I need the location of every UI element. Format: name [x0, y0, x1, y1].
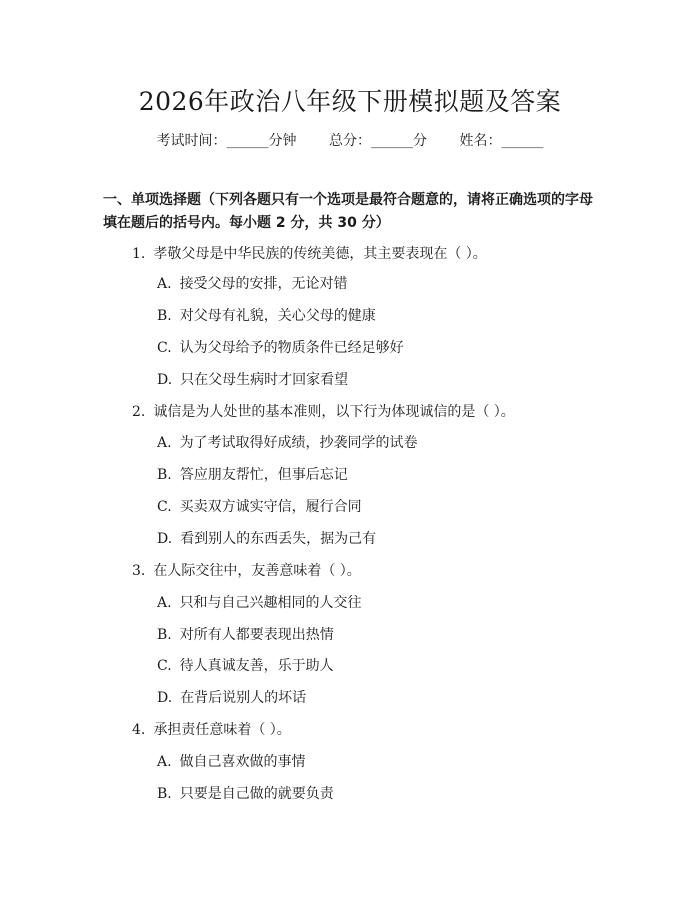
option-text: 答应朋友帮忙，但事后忘记 [179, 467, 348, 483]
option-4b [157, 784, 334, 804]
option-3a [157, 593, 362, 613]
question-text: 在人际交往中，友善意味着（ ）。 [153, 563, 361, 579]
option-1a [157, 274, 348, 294]
student-name-field: 姓名：______ [459, 133, 544, 149]
exam-info-line [0, 131, 700, 151]
option-key: B. [157, 308, 172, 324]
option-key: C. [157, 499, 172, 515]
option-1b [157, 306, 376, 326]
page-title: 2026年政治八年级下册模拟题及答案 [138, 87, 562, 116]
question-3 [132, 561, 361, 581]
option-text: 只要是自己做的就要负责 [179, 786, 334, 802]
option-key: A. [157, 595, 172, 611]
question-number: 1. [132, 246, 146, 262]
question-4 [132, 720, 291, 740]
question-number: 2. [132, 404, 146, 420]
option-key: B. [157, 627, 172, 643]
option-2d [157, 529, 376, 549]
option-1c [157, 338, 404, 358]
option-text: 为了考试取得好成绩，抄袭同学的试卷 [179, 435, 418, 451]
option-text: 买卖双方诚实守信，履行合同 [179, 499, 362, 515]
option-2a [157, 433, 418, 453]
option-3c [157, 656, 334, 676]
question-text: 诚信是为人处世的基本准则，以下行为体现诚信的是（ ）。 [153, 404, 515, 420]
option-text: 看到别人的东西丢失，据为己有 [180, 531, 377, 547]
option-2c [157, 497, 362, 517]
section-header: 一、单项选择题（下列各题只有一个选项是最符合题意的，请将正确选项的字母填在题后的括号内。每小题 2 分，共 30 分） [103, 192, 593, 231]
option-text: 对父母有礼貌，关心父母的健康 [179, 308, 376, 324]
question-2 [132, 402, 515, 422]
option-key: C. [157, 340, 172, 356]
option-key: A. [157, 435, 172, 451]
option-key: B. [157, 467, 172, 483]
option-key: A. [157, 276, 172, 292]
total-score-field: 总分：______分 [329, 133, 427, 149]
question-text: 孝敬父母是中华民族的传统美德，其主要表现在（ ）。 [153, 246, 487, 262]
option-text: 做自己喜欢做的事情 [179, 754, 306, 770]
option-text: 只和与自己兴趣相同的人交往 [179, 595, 362, 611]
option-text: 在背后说别人的坏话 [180, 690, 307, 706]
option-text: 待人真诚友善，乐于助人 [179, 658, 334, 674]
question-text: 承担责任意味着（ ）。 [153, 722, 291, 738]
option-1d [157, 370, 348, 390]
option-2b [157, 465, 348, 485]
question-number: 3. [132, 563, 146, 579]
option-3d [157, 688, 306, 708]
exam-time-field: 考试时间：______分钟 [156, 133, 297, 149]
question-1 [132, 244, 487, 264]
option-key: D. [157, 690, 173, 706]
option-key: C. [157, 658, 172, 674]
option-key: D. [157, 372, 173, 388]
option-text: 认为父母给予的物质条件已经足够好 [179, 340, 404, 356]
option-key: D. [157, 531, 173, 547]
option-text: 对所有人都要表现出热情 [179, 627, 334, 643]
option-text: 只在父母生病时才回家看望 [180, 372, 349, 388]
option-text: 接受父母的安排，无论对错 [179, 276, 348, 292]
option-key: B. [157, 786, 172, 802]
option-key: A. [157, 754, 172, 770]
question-number: 4. [132, 722, 146, 738]
option-4a [157, 752, 306, 772]
option-3b [157, 625, 334, 645]
